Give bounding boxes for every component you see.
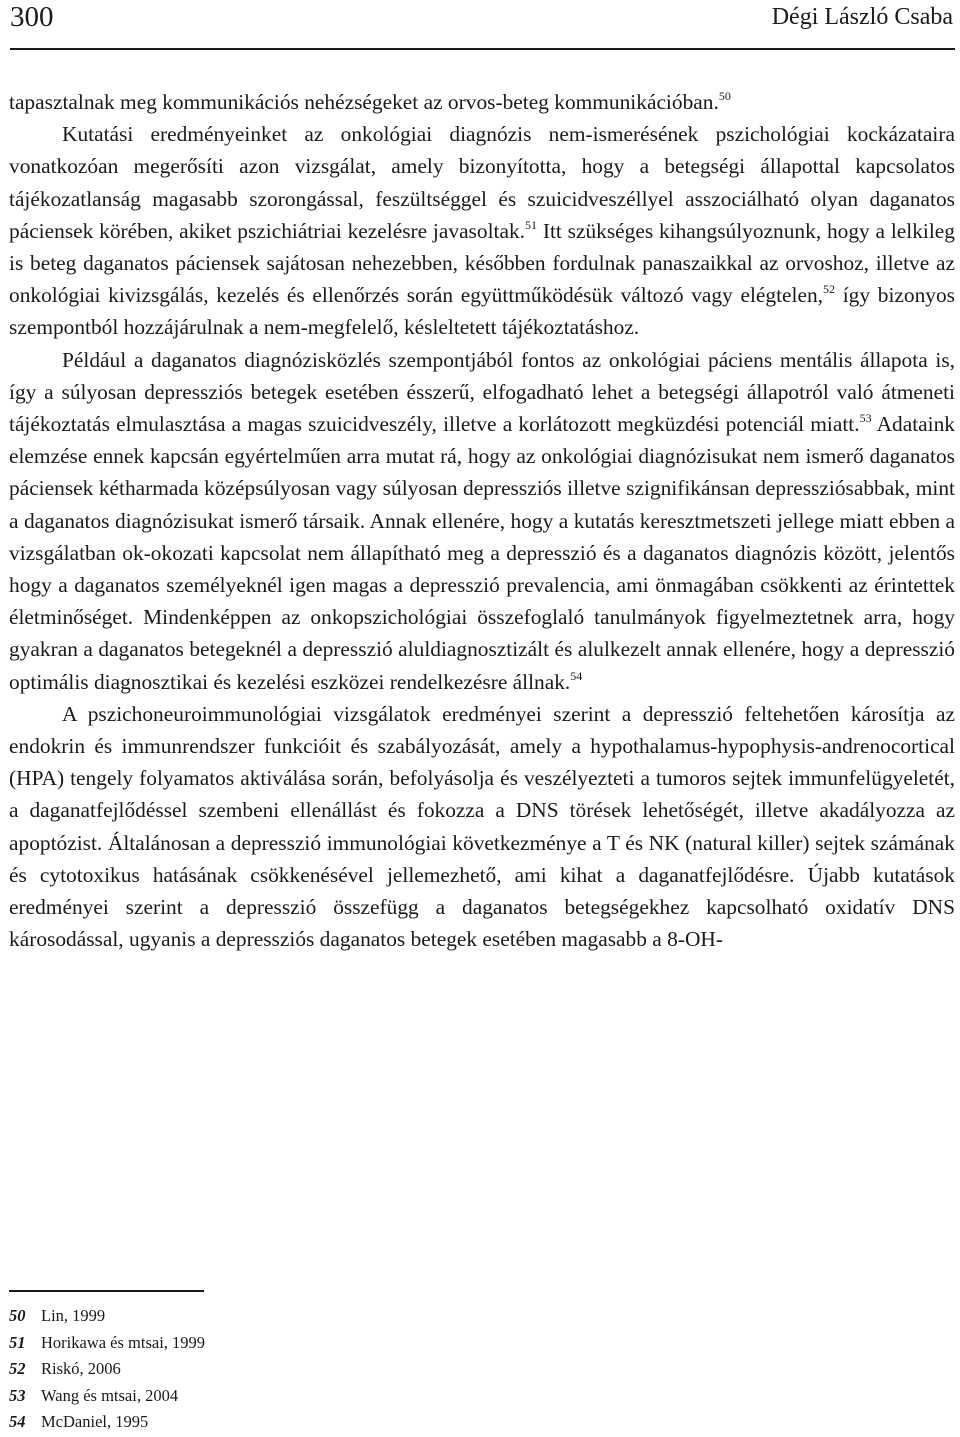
paragraph-1: [9, 86, 955, 118]
paragraph-4: [9, 698, 955, 956]
paragraph-3: [9, 344, 955, 698]
footnote-item: [9, 1303, 509, 1330]
footnote-item: [9, 1383, 509, 1410]
paragraph-text: így bizonyos szempontból hozzájárulnak a nem-megfelelő, késleltetett tájékoztatáshoz.: [9, 283, 955, 340]
footnote-text: Wang és mtsai, 2004: [41, 1385, 179, 1405]
running-head: Dégi László Csaba: [771, 4, 953, 30]
footnote-divider: [9, 1290, 204, 1292]
footnote-ref: 53: [859, 411, 872, 426]
footnote-number: 52: [9, 1359, 26, 1378]
paragraph-2: [9, 118, 955, 343]
footnote-number: 54: [9, 1412, 26, 1431]
footnote-text: Horikawa és mtsai, 1999: [41, 1332, 206, 1352]
footnote-number: 51: [9, 1332, 26, 1352]
footnotes: [9, 1303, 509, 1436]
footnote-number: 50: [9, 1306, 26, 1325]
paragraph-text: Itt szükséges kihangsúlyoznunk, hogy a lelkileg is beteg daganatos páciensek sajátosan nehezebben, későbben fordulnak panaszaikkal az orvoshoz, illetve az onkológiai kivizsgálás, kezelés és ellenőrzés során együttműködésük változó vagy elégtelen,: [9, 218, 956, 308]
footnote-number: 53: [9, 1385, 26, 1405]
body-text: [9, 86, 955, 955]
footnote-item: [9, 1409, 509, 1436]
paragraph-text: A pszichoneuroimmunológiai vizsgálatok eredményei szerint a depresszió feltehetően károsítja az endokrin és immunrendszer funkcióit és szabályozását, amely a hypothalamus-hypophysis-andrenocortical (HPA) tengely folyamatos aktiválása során, befolyásolja és veszélyezteti a tumoros sejtek immunfelügyeletét, a daganatfejlődéssel szembeni ellenállást és fokozza a DNS törések lehetőségét, illetve akadályozza az apoptózist. Általánosan a depresszió immunológiai következménye a T és NK (natural killer) sejtek számának és cytotoxikus hatásának csökkenésével jellemezhető, ami kihat a daganatfejlődésre. Újabb kutatások eredményei szerint a depresszió összefügg a daganatos betegségekhez kapcsolható oxidatív DNS károsodással, ugyanis a depressziós daganatos betegek esetében magasabb a 8-OH-: [9, 701, 955, 952]
footnote-ref: 51: [525, 217, 538, 232]
footnote-text: Lin, 1999: [41, 1306, 106, 1325]
paragraph-text: Kutatási eredményeinket az onkológiai diagnózis nem-ismerésének pszichológiai kockázataira vonatkozóan megerősíti azon vizsgálat, amely bizonyította, hogy a betegségi állapottal kapcsolatos tájékozatlanság magasabb szorongással, feszültséggel és szuicidveszéllyel asszociálható olyan daganatos páciensek körében, akiket pszichiátriai kezelésre javasoltak.: [9, 122, 955, 243]
paragraph-text: Adataink elemzése ennek kapcsán egyértelműen arra mutat rá, hogy az onkológiai diagnózisukat nem ismerő daganatos páciensek kétharmada középsúlyosan vagy súlyosan depressziós illetve szignifikánsan depressziósabbak, mint a daganatos diagnózisukat ismerő társaik. Annak ellenére, hogy a kutatás keresztmetszeti jellege miatt ebben a vizsgálatban ok-okozati kapcsolat nem állapítható meg a depresszió és a daganatos diagnózis között, jelentős hogy a daganatos személyeknél igen magas a depresszió prevalencia, ami önmagában csökkenti az érintettek életminőséget. Mindenképpen az onkopszichológiai összefoglaló tanulmányok figyelmeztetnek arra, hogy gyakran a daganatos betegeknél a depresszió aluldiagnosztizált és alulkezelt annak ellenére, hogy a depresszió optimális diagnosztikai és kezelési eszközei rendelkezésre állnak.: [9, 412, 955, 694]
footnote-text: Riskó, 2006: [41, 1359, 121, 1378]
footnote-item: [9, 1356, 509, 1383]
footnote-ref: 52: [823, 282, 836, 297]
paragraph-text: Például a daganatos diagnózisközlés szempontjából fontos az onkológiai páciens mentális állapota is, így a súlyosan depressziós betegek esetében ésszerű, elfogadható lehet a betegségi állapotról való átmeneti tájékoztatás elmulasztása a magas szuicidveszély, illetve a korlátozott megküzdési potenciál miatt.: [9, 347, 955, 437]
paragraph-text: tapasztalnak meg kommunikációs nehézségeket az orvos-beteg kommunikációban.: [9, 90, 719, 114]
footnote-text: McDaniel, 1995: [41, 1412, 149, 1431]
page-number: 300: [10, 1, 54, 33]
page-header: [10, 0, 955, 50]
footnote-ref: 50: [718, 89, 731, 103]
footnote-ref: 54: [570, 668, 583, 683]
footnote-item: [9, 1330, 509, 1357]
